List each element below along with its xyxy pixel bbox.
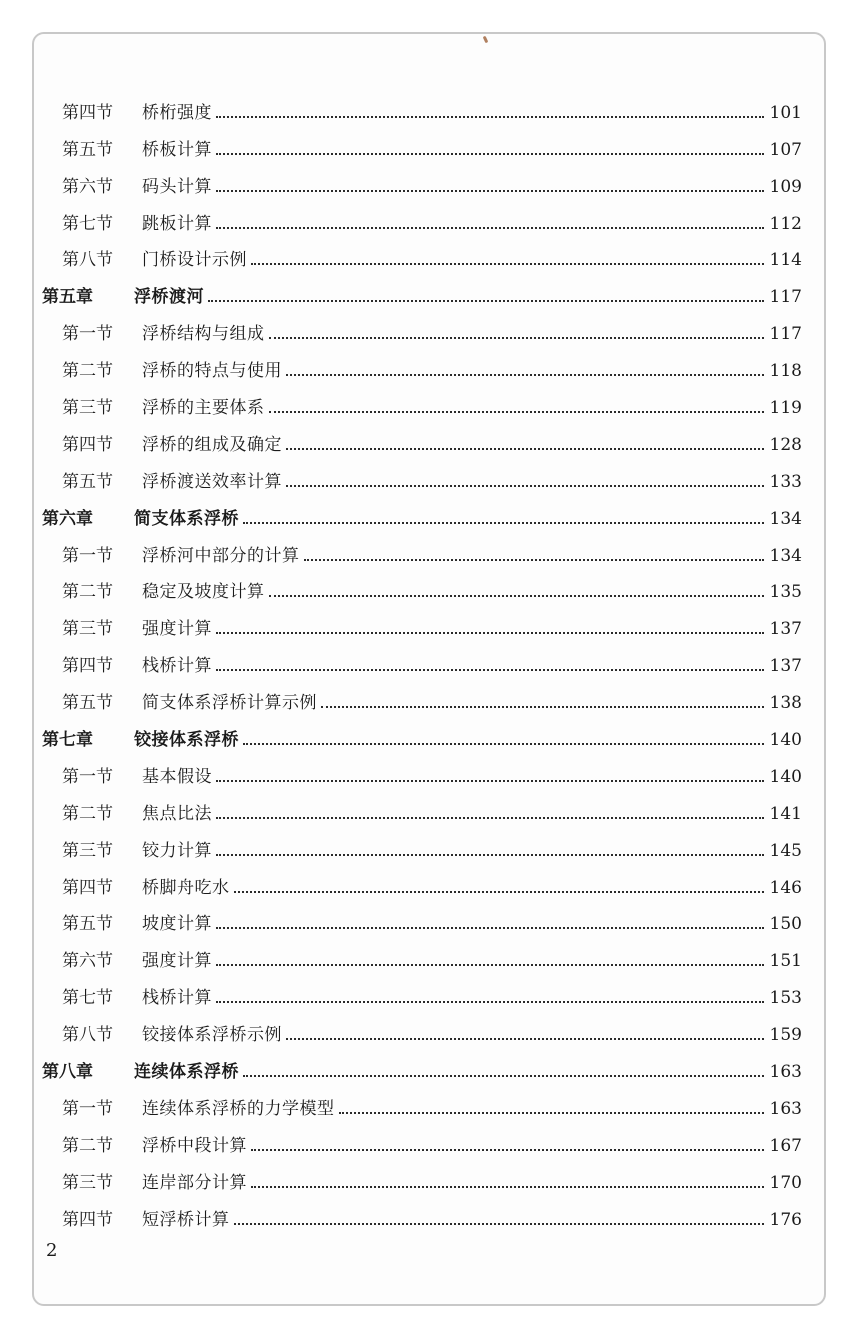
- table-of-contents: [34, 86, 824, 1230]
- toc-page-number: 133: [769, 471, 802, 492]
- toc-number: 第七章: [42, 730, 93, 751]
- toc-label: [62, 546, 300, 566]
- toc-label: [62, 250, 247, 270]
- toc-section-row: [34, 123, 824, 160]
- dot-leader: [269, 594, 764, 597]
- dot-leader: [234, 890, 764, 893]
- toc-section-row: [34, 381, 824, 418]
- dot-leader: [286, 484, 764, 487]
- toc-label: [42, 1062, 239, 1082]
- toc-page-number: 138: [769, 693, 802, 714]
- toc-label: [62, 103, 212, 123]
- toc-label: [62, 619, 212, 639]
- toc-section-row: [34, 787, 824, 824]
- toc-page-number: 114: [769, 250, 802, 271]
- dot-leader: [216, 115, 764, 118]
- toc-label: [62, 878, 230, 898]
- dot-leader: [208, 299, 764, 302]
- dot-leader: [243, 1074, 764, 1077]
- toc-number: 第六节: [62, 951, 113, 972]
- toc-label: [62, 435, 282, 455]
- toc-page-number: 153: [769, 988, 802, 1009]
- toc-section-row: [34, 824, 824, 861]
- toc-section-row: [34, 898, 824, 935]
- toc-page-number: 117: [769, 287, 802, 308]
- toc-title: 码头计算: [142, 176, 212, 197]
- dot-leader: [216, 816, 764, 819]
- toc-section-row: [34, 934, 824, 971]
- toc-label: [62, 214, 212, 234]
- toc-title: 浮桥渡河: [134, 287, 204, 308]
- toc-section-row: [34, 344, 824, 381]
- dot-leader: [286, 373, 764, 376]
- toc-page-number: 109: [769, 176, 802, 197]
- dot-leader: [304, 558, 764, 561]
- toc-title: 铰接体系浮桥示例: [142, 1025, 282, 1046]
- toc-number: 第六节: [62, 176, 113, 197]
- dot-leader: [216, 189, 764, 192]
- toc-label: [62, 693, 317, 713]
- toc-label: [42, 509, 239, 529]
- toc-section-row: [34, 1082, 824, 1119]
- toc-page-number: 119: [769, 398, 802, 419]
- toc-section-row: [34, 86, 824, 123]
- toc-label: [62, 1173, 247, 1193]
- toc-page-number: 176: [769, 1209, 802, 1230]
- toc-title: 连岸部分计算: [142, 1172, 247, 1193]
- toc-title: 连续体系浮桥的力学模型: [142, 1098, 335, 1119]
- toc-title: 稳定及坡度计算: [142, 582, 265, 603]
- toc-number: 第五节: [62, 139, 113, 160]
- toc-page-number: 145: [769, 840, 802, 861]
- toc-section-row: [34, 1193, 824, 1230]
- dot-leader: [286, 447, 764, 450]
- toc-number: 第二节: [62, 582, 113, 603]
- toc-title: 铰接体系浮桥: [134, 730, 239, 751]
- toc-title: 铰力计算: [142, 840, 212, 861]
- toc-title: 桥桁强度: [142, 102, 212, 123]
- toc-label: [62, 324, 265, 344]
- toc-title: 坡度计算: [142, 914, 212, 935]
- toc-page-number: 151: [769, 951, 802, 972]
- dot-leader: [243, 742, 764, 745]
- toc-section-row: [34, 1156, 824, 1193]
- toc-title: 浮桥结构与组成: [142, 324, 265, 345]
- toc-label: [62, 1136, 247, 1156]
- toc-page-number: 163: [769, 1062, 802, 1083]
- dot-leader: [321, 705, 764, 708]
- toc-label: [62, 656, 212, 676]
- toc-label: [62, 398, 265, 418]
- toc-title: 强度计算: [142, 619, 212, 640]
- toc-title: 浮桥的组成及确定: [142, 434, 282, 455]
- dot-leader: [251, 1148, 764, 1151]
- dot-leader: [339, 1111, 764, 1114]
- toc-page-number: 134: [769, 508, 802, 529]
- toc-label: [62, 914, 212, 934]
- toc-title: 简支体系浮桥: [134, 508, 239, 529]
- dot-leader: [216, 853, 764, 856]
- toc-page-number: 163: [769, 1098, 802, 1119]
- toc-number: 第三节: [62, 840, 113, 861]
- toc-number: 第四节: [62, 434, 113, 455]
- toc-page-number: 140: [769, 730, 802, 751]
- toc-number: 第七节: [62, 213, 113, 234]
- toc-title: 强度计算: [142, 951, 212, 972]
- toc-number: 第四节: [62, 102, 113, 123]
- dot-leader: [216, 1000, 764, 1003]
- toc-page-number: 140: [769, 766, 802, 787]
- toc-page-number: 141: [769, 803, 802, 824]
- toc-number: 第七节: [62, 988, 113, 1009]
- toc-chapter-row: [34, 713, 824, 750]
- toc-section-row: [34, 307, 824, 344]
- dot-leader: [216, 631, 764, 634]
- toc-section-row: [34, 197, 824, 234]
- toc-number: 第八章: [42, 1062, 93, 1083]
- toc-chapter-row: [34, 270, 824, 307]
- toc-section-row: [34, 639, 824, 676]
- toc-label: [62, 361, 282, 381]
- toc-number: 第一节: [62, 1098, 113, 1119]
- toc-number: 第二节: [62, 361, 113, 382]
- toc-section-row: [34, 234, 824, 271]
- book-page: [32, 32, 826, 1306]
- toc-label: [62, 841, 212, 861]
- toc-section-row: [34, 529, 824, 566]
- toc-chapter-row: [34, 1045, 824, 1082]
- toc-number: 第四节: [62, 1209, 113, 1230]
- dot-leader: [216, 963, 764, 966]
- toc-section-row: [34, 160, 824, 197]
- toc-page-number: 118: [769, 361, 802, 382]
- toc-label: [62, 177, 212, 197]
- toc-page-number: 112: [769, 213, 802, 234]
- toc-section-row: [34, 418, 824, 455]
- toc-title: 连续体系浮桥: [134, 1062, 239, 1083]
- toc-title: 跳板计算: [142, 213, 212, 234]
- toc-title: 浮桥中段计算: [142, 1135, 247, 1156]
- dot-leader: [243, 521, 764, 524]
- toc-title: 基本假设: [142, 766, 212, 787]
- toc-page-number: 134: [769, 545, 802, 566]
- toc-label: [62, 582, 265, 602]
- toc-number: 第五节: [62, 471, 113, 492]
- toc-number: 第一节: [62, 545, 113, 566]
- toc-title: 简支体系浮桥计算示例: [142, 693, 317, 714]
- toc-number: 第五章: [42, 287, 93, 308]
- toc-label: [42, 730, 239, 750]
- toc-title: 短浮桥计算: [142, 1209, 230, 1230]
- toc-page-number: 146: [769, 877, 802, 898]
- toc-title: 门桥设计示例: [142, 250, 247, 271]
- toc-number: 第三节: [62, 619, 113, 640]
- toc-number: 第四节: [62, 656, 113, 677]
- toc-page-number: 128: [769, 434, 802, 455]
- toc-label: [62, 140, 212, 160]
- toc-chapter-row: [34, 492, 824, 529]
- toc-title: 桥脚舟吃水: [142, 877, 230, 898]
- toc-number: 第四节: [62, 877, 113, 898]
- toc-page-number: 107: [769, 139, 802, 160]
- toc-page-number: 135: [769, 582, 802, 603]
- toc-number: 第二节: [62, 1135, 113, 1156]
- dot-leader: [269, 336, 764, 339]
- toc-title: 浮桥河中部分的计算: [142, 545, 300, 566]
- toc-number: 第五节: [62, 693, 113, 714]
- toc-title: 浮桥的特点与使用: [142, 361, 282, 382]
- dot-leader: [269, 410, 764, 413]
- toc-title: 桥板计算: [142, 139, 212, 160]
- toc-page-number: 150: [769, 914, 802, 935]
- toc-number: 第一节: [62, 766, 113, 787]
- toc-label: [62, 1210, 230, 1230]
- dot-leader: [251, 1185, 764, 1188]
- toc-page-number: 170: [769, 1172, 802, 1193]
- toc-label: [42, 287, 204, 307]
- toc-title: 栈桥计算: [142, 988, 212, 1009]
- dot-leader: [234, 1222, 764, 1225]
- toc-section-row: [34, 455, 824, 492]
- toc-page-number: 137: [769, 656, 802, 677]
- toc-number: 第三节: [62, 398, 113, 419]
- toc-label: [62, 951, 212, 971]
- dot-leader: [216, 779, 764, 782]
- toc-label: [62, 988, 212, 1008]
- toc-label: [62, 1099, 335, 1119]
- toc-number: 第二节: [62, 803, 113, 824]
- toc-page-number: 117: [769, 324, 802, 345]
- toc-title: 浮桥渡送效率计算: [142, 471, 282, 492]
- toc-number: 第五节: [62, 914, 113, 935]
- toc-label: [62, 472, 282, 492]
- paper-speck: [483, 36, 489, 44]
- toc-page-number: 137: [769, 619, 802, 640]
- dot-leader: [286, 1037, 764, 1040]
- toc-page-number: 159: [769, 1025, 802, 1046]
- toc-section-row: [34, 1008, 824, 1045]
- toc-section-row: [34, 861, 824, 898]
- toc-title: 浮桥的主要体系: [142, 398, 265, 419]
- dot-leader: [216, 226, 764, 229]
- toc-page-number: 101: [769, 102, 802, 123]
- toc-page-number: 167: [769, 1135, 802, 1156]
- toc-section-row: [34, 566, 824, 603]
- toc-section-row: [34, 750, 824, 787]
- toc-section-row: [34, 676, 824, 713]
- toc-section-row: [34, 602, 824, 639]
- toc-section-row: [34, 1119, 824, 1156]
- page-number: 2: [46, 1240, 58, 1261]
- toc-number: 第八节: [62, 250, 113, 271]
- dot-leader: [251, 262, 764, 265]
- toc-label: [62, 1025, 282, 1045]
- toc-number: 第一节: [62, 324, 113, 345]
- toc-label: [62, 767, 212, 787]
- dot-leader: [216, 926, 764, 929]
- dot-leader: [216, 152, 764, 155]
- toc-number: 第八节: [62, 1025, 113, 1046]
- toc-title: 焦点比法: [142, 803, 212, 824]
- toc-number: 第六章: [42, 508, 93, 529]
- toc-label: [62, 804, 212, 824]
- toc-number: 第三节: [62, 1172, 113, 1193]
- dot-leader: [216, 668, 764, 671]
- toc-title: 栈桥计算: [142, 656, 212, 677]
- toc-section-row: [34, 971, 824, 1008]
